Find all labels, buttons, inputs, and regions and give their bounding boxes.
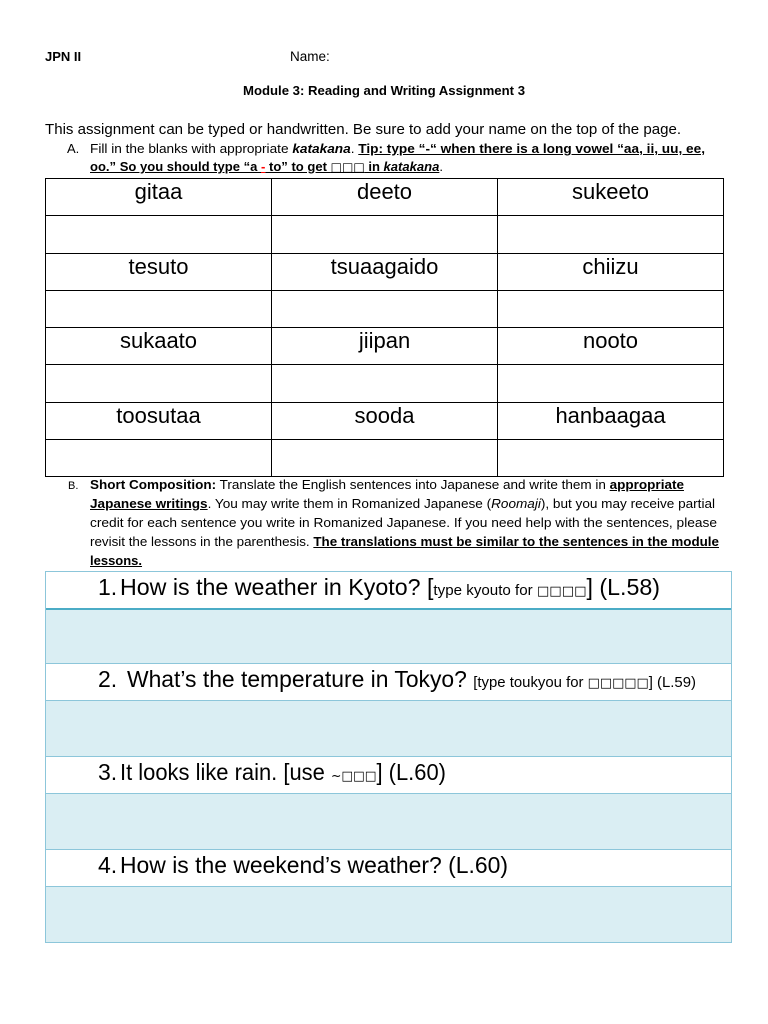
katakana-example-glyphs: □□□ [330, 160, 365, 174]
intro-line [45, 121, 681, 139]
romaji-word: deeto [272, 179, 498, 216]
question-number: 3. [98, 759, 118, 785]
question-row [46, 572, 731, 610]
katakana-answer-cell[interactable] [272, 216, 498, 253]
tip-dash: - [261, 159, 266, 174]
katakana-answer-cell[interactable] [46, 439, 272, 476]
romaji-word: sooda [272, 402, 498, 439]
romaji-word: nooto [498, 328, 724, 365]
line-content [90, 159, 443, 175]
romaji-row [46, 253, 724, 290]
line-content [90, 496, 715, 512]
katakana-practice-table-body [46, 179, 724, 477]
question-row [46, 664, 731, 701]
lesson-reference: ] (L.60) [376, 759, 446, 785]
tip-text: in [364, 159, 384, 174]
emphasis-text: appropriate [609, 477, 684, 492]
romaji-term: Roomaji [491, 496, 541, 511]
section-a-line-1 [90, 141, 705, 157]
instruction-text: revisit the lessons in the parenthesis. [90, 534, 314, 549]
lesson-reference: ] (L.58) [586, 574, 661, 600]
question-sentence: What’s the temperature in Tokyo? [127, 666, 474, 692]
section-a-line-2 [90, 159, 443, 175]
romaji-word: toosutaa [46, 402, 272, 439]
question-hint: type kyouto for [433, 582, 537, 599]
romaji-word: chiizu [498, 253, 724, 290]
question-text [120, 852, 508, 879]
question-row [46, 757, 731, 794]
question-number: 1. [98, 574, 118, 600]
japanese-glyphs: □□□□ [536, 584, 587, 599]
line-content [120, 574, 660, 605]
romaji-row [46, 402, 724, 439]
emphasis-text: Japanese writings [90, 496, 208, 511]
question-number: 2. [98, 666, 118, 692]
answer-area[interactable] [46, 610, 731, 664]
katakana-answer-cell[interactable] [272, 290, 498, 327]
instruction-text: Translate the English sentences into Japanese and write them in [216, 477, 610, 492]
line-content [90, 534, 719, 550]
romaji-word: gitaa [46, 179, 272, 216]
romaji-row [46, 328, 724, 365]
list-marker-b: B. [68, 480, 79, 492]
course-code: JPN II [45, 49, 82, 64]
japanese-glyphs: □□□□□ [587, 676, 649, 691]
question-number: 4. [98, 852, 118, 878]
katakana-answer-cell[interactable] [498, 216, 724, 253]
section-b-line-2 [90, 496, 715, 512]
section-b-line-4 [90, 534, 719, 550]
katakana-answer-cell[interactable] [46, 216, 272, 253]
question-text [120, 574, 660, 605]
katakana-answer-cell[interactable] [46, 290, 272, 327]
question-sentence: How is the weekend’s weather? (L.60) [120, 852, 508, 878]
requirement-text-end: lessons. [90, 553, 143, 568]
line-content [127, 666, 696, 697]
question-text [120, 759, 446, 790]
romaji-word: tesuto [46, 253, 272, 290]
katakana-answer-cell[interactable] [46, 365, 272, 402]
tip-text: Tip: type “-“ when there is a long vowel “aa, ii, uu, ee, [358, 141, 705, 156]
composition-table [45, 571, 732, 943]
line-content [90, 477, 684, 493]
question-hint: [type toukyou for [473, 674, 588, 691]
lesson-reference: ] (L.59) [648, 674, 696, 691]
katakana-answer-cell[interactable] [498, 290, 724, 327]
instruction-end: . [350, 141, 359, 156]
japanese-glyphs: ~□□□ [330, 769, 377, 784]
question-sentence: How is the weather in Kyoto? [ [120, 574, 434, 600]
question-text [127, 666, 696, 697]
katakana-practice-table [45, 178, 724, 477]
section-b-line-1 [90, 477, 684, 493]
katakana-answer-row [46, 216, 724, 253]
name-label: Name: [290, 49, 330, 64]
line-content [120, 759, 446, 790]
romaji-word: sukaato [46, 328, 272, 365]
instruction-term: katakana [292, 141, 351, 156]
katakana-answer-row [46, 365, 724, 402]
requirement-text: The translations must be similar to the sentences in the module [313, 534, 719, 549]
romaji-word: hanbaagaa [498, 402, 724, 439]
katakana-answer-row [46, 439, 724, 476]
katakana-answer-row [46, 290, 724, 327]
katakana-answer-cell[interactable] [272, 365, 498, 402]
instruction-text: Fill in the blanks with appropriate [90, 141, 293, 156]
assignment-title [243, 83, 525, 99]
question-row [46, 850, 731, 887]
section-heading: Short Composition: [90, 477, 217, 492]
katakana-answer-cell[interactable] [498, 439, 724, 476]
assignment-title-text: Module 3: Reading and Writing Assignment 3 [243, 83, 526, 98]
romaji-row [46, 179, 724, 216]
instruction-text: credit for each sentence you write in Romanized Japanese. If you need help with the sentences, please [90, 515, 717, 530]
answer-area[interactable] [46, 701, 731, 757]
romaji-word: sukeeto [498, 179, 724, 216]
list-marker-a: A. [67, 141, 80, 156]
instruction-text: ), but you may receive partial [540, 496, 716, 511]
tip-term: katakana [383, 159, 440, 174]
romaji-word: jiipan [272, 328, 498, 365]
question-sentence: It looks like rain. [use [120, 759, 331, 785]
section-b-line-3 [90, 515, 717, 531]
katakana-answer-cell[interactable] [498, 365, 724, 402]
tip-text: oo.” So you should type “a [90, 159, 262, 174]
tip-end: . [439, 159, 444, 174]
katakana-answer-cell[interactable] [272, 439, 498, 476]
instruction-text: . You may write them in Romanized Japanese ( [207, 496, 492, 511]
intro-text: This assignment can be typed or handwritten. Be sure to add your name on the top of the page. [45, 122, 682, 138]
tip-text: to” to get [265, 159, 331, 174]
line-content [90, 141, 705, 157]
answer-area[interactable] [46, 887, 731, 942]
romaji-word: tsuaagaido [272, 253, 498, 290]
answer-area[interactable] [46, 794, 731, 850]
